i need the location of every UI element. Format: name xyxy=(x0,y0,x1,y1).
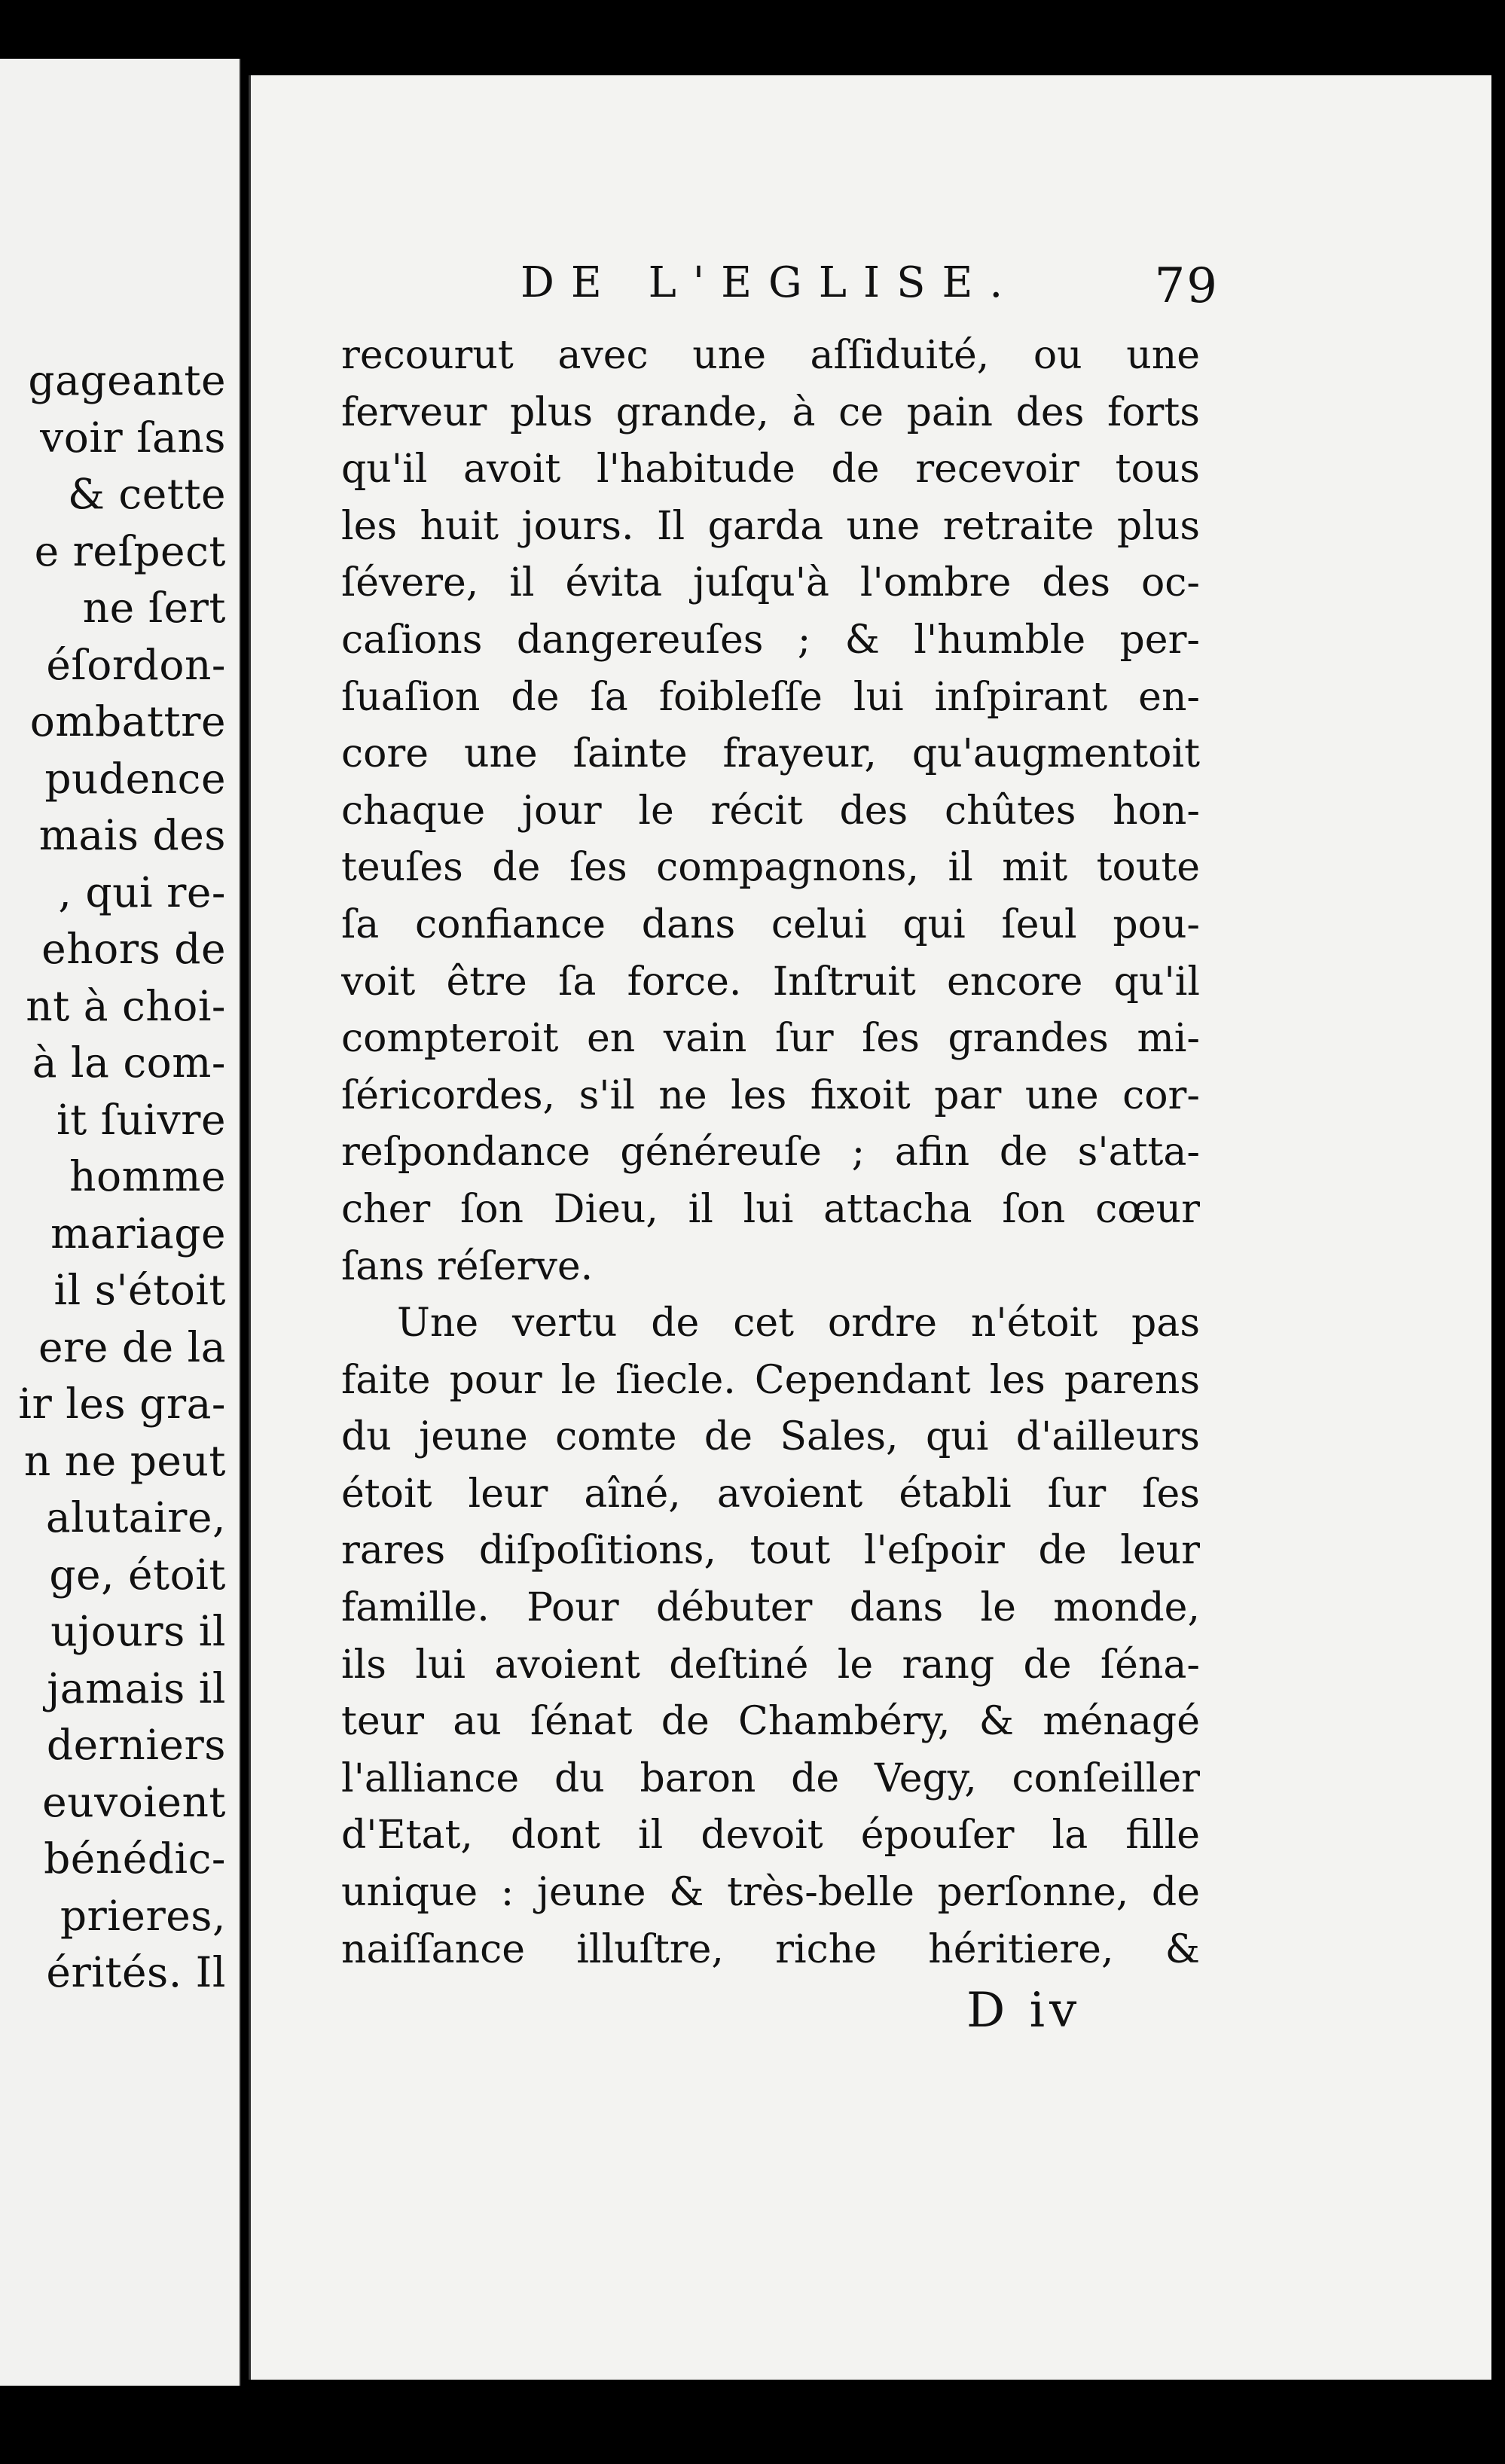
paragraph-start-line: Une vertu de cet ordre n'étoit pas xyxy=(397,1301,1200,1346)
facing-line: ere de la xyxy=(38,1322,226,1371)
facing-line: it ſuivre xyxy=(56,1095,226,1144)
text-line: du jeune comte de Sales, qui d'ailleurs xyxy=(341,1414,1200,1460)
text-line: ſuaſion de ſa foibleſſe lui inſpirant en- xyxy=(341,674,1200,720)
facing-line: , qui re- xyxy=(58,868,226,916)
facing-line: ujours il xyxy=(50,1607,226,1655)
facing-page-fragment xyxy=(0,59,241,2386)
page-text xyxy=(341,328,1200,1978)
facing-line: pudence xyxy=(44,754,226,803)
text-line: unique : jeune & très-belle perſonne, de xyxy=(341,1870,1200,1916)
facing-line: éſordon- xyxy=(46,640,226,689)
text-line: rares diſpoſitions, tout l'eſpoir de leur xyxy=(341,1528,1200,1574)
facing-line: & cette xyxy=(67,470,226,518)
facing-line: bénédic- xyxy=(44,1834,226,1883)
text-line: ſéricordes, s'il ne les fixoit par une cor- xyxy=(341,1072,1200,1118)
facing-line: n ne peut xyxy=(23,1436,226,1485)
running-head xyxy=(341,245,1219,328)
text-line: chaque jour le récit des chûtes hon- xyxy=(341,788,1200,834)
text-line: ſa confiance dans celui qui ſeul pou- xyxy=(341,901,1200,947)
facing-line: à la com- xyxy=(32,1038,226,1087)
text-line: famille. Pour débuter dans le monde, xyxy=(341,1585,1200,1631)
text-line: qu'il avoit l'habitude de recevoir tous xyxy=(341,447,1200,492)
facing-line: il s'étoit xyxy=(53,1266,226,1314)
running-title: DE L'EGLISE. xyxy=(520,258,1020,307)
text-line: les huit jours. Il garda une retraite plus xyxy=(341,503,1200,549)
facing-line: gageante xyxy=(28,356,226,404)
facing-line: jamais il xyxy=(47,1664,226,1712)
facing-line: ir les gra- xyxy=(18,1380,226,1428)
facing-line: homme xyxy=(69,1152,226,1200)
text-line: ferveur plus grande, à ce pain des forts xyxy=(341,389,1200,435)
text-line: naiſſance illuſtre, riche héritiere, & xyxy=(341,1926,1200,1972)
book-page xyxy=(249,75,1491,2380)
text-line: étoit leur aîné, avoient établi ſur ſes xyxy=(341,1471,1200,1517)
facing-page-text xyxy=(0,352,226,2002)
text-line: l'alliance du baron de Vegy, conſeiller xyxy=(341,1755,1200,1801)
facing-line: ehors de xyxy=(41,925,226,973)
signature-text: D iv xyxy=(966,1983,1082,2039)
facing-line: mais des xyxy=(38,811,226,859)
text-line: ils lui avoient deſtiné le rang de ſéna- xyxy=(341,1642,1200,1688)
facing-line: nt à choi- xyxy=(26,981,226,1030)
facing-line: derniers xyxy=(46,1721,226,1769)
facing-line: érités. Il xyxy=(46,1948,226,1996)
facing-line: mariage xyxy=(50,1209,226,1258)
text-line: cher ſon Dieu, il lui attacha ſon cœur xyxy=(341,1186,1200,1232)
facing-line: ne ſert xyxy=(82,584,226,632)
facing-line: ge, étoit xyxy=(49,1550,226,1599)
facing-line: e reſpect xyxy=(34,526,226,575)
facing-line: ombattre xyxy=(29,697,226,746)
text-line: compteroit en vain ſur ſes grandes mi- xyxy=(341,1016,1200,1062)
text-line: core une ſainte frayeur, qu'augmentoit xyxy=(341,731,1200,777)
page-number: 79 xyxy=(1154,258,1219,314)
text-line: teur au ſénat de Chambéry, & ménagé xyxy=(341,1699,1200,1745)
text-line: teuſes de ſes compagnons, il mit toute xyxy=(341,845,1200,891)
facing-line: voir ſans xyxy=(40,413,226,462)
text-line: caſions dangereuſes ; & l'humble per- xyxy=(341,617,1200,663)
facing-line: alutaire, xyxy=(45,1493,226,1542)
facing-line: euvoient xyxy=(42,1777,226,1826)
text-line: voit être ſa force. Inſtruit encore qu'il xyxy=(341,959,1200,1005)
text-line: recourut avec une aſſiduité, ou une xyxy=(341,333,1200,378)
text-line: d'Etat, dont il devoit épouſer la fille xyxy=(341,1813,1200,1859)
text-line: reſpondance généreuſe ; afin de s'atta- xyxy=(341,1130,1200,1176)
paragraph-end-line: ſans réſerve. xyxy=(341,1243,594,1289)
facing-line: prieres, xyxy=(60,1891,226,1940)
text-line: ſévere, il évita juſqu'à l'ombre des oc- xyxy=(341,560,1200,606)
page-body xyxy=(341,245,1219,2051)
signature-mark xyxy=(341,1983,1200,2051)
text-line: faite pour le ſiecle. Cependant les parens xyxy=(341,1357,1200,1403)
